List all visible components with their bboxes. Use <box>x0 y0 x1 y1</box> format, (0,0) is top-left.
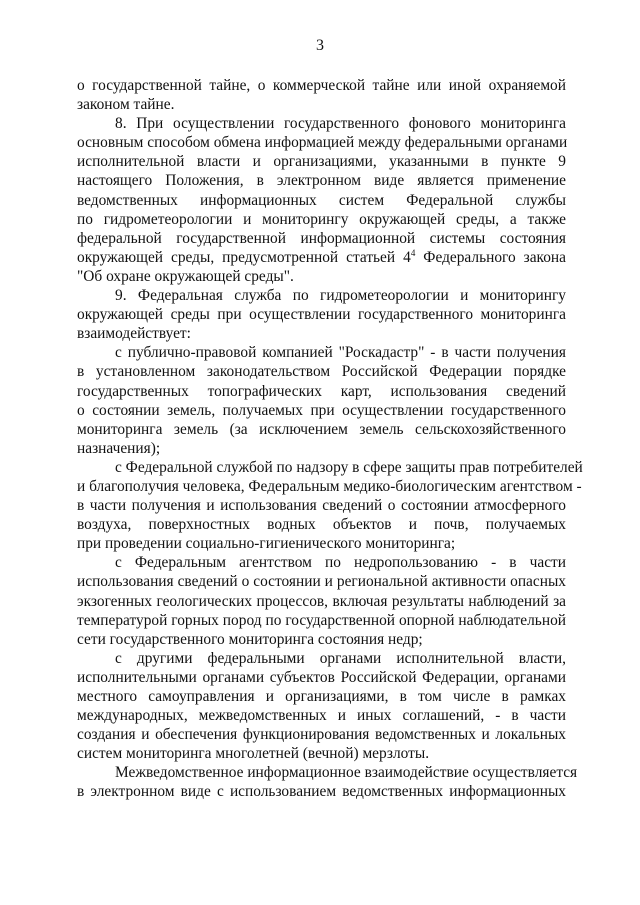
text-line-content: при проведении социально-гигиенического мониторинга; <box>77 535 456 553</box>
text-line <box>77 210 566 229</box>
text-line <box>77 286 566 305</box>
text-line-content: использования сведений о состоянии и региональной активности опасных <box>77 573 566 591</box>
text-line-content: назначения); <box>77 439 161 457</box>
body-text <box>77 76 583 802</box>
text-line <box>77 706 566 725</box>
text-line-content: окружающей среды, предусмотренной статьей 4 <box>77 248 411 266</box>
text-line-content: основным способом обмена информацией между федеральными органами <box>77 134 568 152</box>
text-line-content: законом тайне. <box>77 96 175 114</box>
text-line-content: о состоянии земель, получаемых при осуществлении государственного <box>77 401 566 419</box>
text-line <box>77 171 566 190</box>
text-line <box>77 763 578 782</box>
text-line-content: в части получения и использования сведений о состоянии атмосферного <box>77 497 566 515</box>
text-line <box>77 649 566 668</box>
text-line-content: Межведомственное информационное взаимодействие осуществляется <box>115 764 578 782</box>
text-line-content: и благополучия человека, Федеральным медико-биологическим агентством - <box>77 477 582 495</box>
text-line <box>77 630 566 649</box>
text-line-content: "Об охране окружающей среды". <box>77 267 294 285</box>
text-line-content: мониторинга земель (за исключением земель сельскохозяйственного <box>77 420 566 438</box>
text-line-content: настоящего Положения, в электронном виде является применение <box>77 172 566 190</box>
text-line <box>77 687 566 706</box>
page-number: 3 <box>316 37 324 54</box>
text-line <box>77 439 566 458</box>
text-line <box>77 382 566 401</box>
text-line-content: государственных топографических карт, использования сведений <box>77 382 566 400</box>
text-line-content: международных, межведомственных и иных соглашений, - в части <box>77 707 566 725</box>
text-line-content: по гидрометеорологии и мониторингу окружающей среды, а также <box>77 210 566 228</box>
text-line-content: экзогенных геологических процессов, включая результаты наблюдений за <box>77 592 566 610</box>
text-line-content: местного самоуправления и организациями, в том числе в рамках <box>77 688 566 705</box>
text-line-content: температурой горных пород по государственной опорной наблюдательной <box>77 611 566 629</box>
text-line <box>77 324 566 343</box>
text-line <box>77 191 566 210</box>
text-line-content: с Федеральным агентством по недропользованию - в части <box>115 554 566 572</box>
text-line <box>77 305 566 324</box>
text-line <box>77 782 566 801</box>
text-line <box>77 592 566 611</box>
text-line <box>77 76 566 95</box>
text-line <box>77 133 566 152</box>
text-line-content: сети государственного мониторинга состояния недр; <box>77 630 423 648</box>
text-line <box>77 725 566 744</box>
superscript: 4 <box>410 247 416 258</box>
text-line-content: окружающей среды при осуществлении государственного мониторинга <box>77 306 566 324</box>
text-line-content: исполнительными органами субъектов Российской Федерации, органами <box>77 668 566 686</box>
text-line <box>77 744 566 763</box>
text-line <box>77 611 566 630</box>
text-line-content: создания и обеспечения функционирования ведомственных и локальных <box>77 726 566 744</box>
text-line-content: взаимодействует: <box>77 325 191 343</box>
text-line-content: воздуха, поверхностных водных объектов и почв, получаемых <box>77 516 566 534</box>
text-line <box>77 668 566 687</box>
text-line-content: ведомственных информационных систем Федеральной службы <box>77 191 566 209</box>
text-line-content: с публично-правовой компанией "Роскадастр" - в части получения <box>115 344 566 362</box>
text-line <box>77 248 566 267</box>
text-line-content: о государственной тайне, о коммерческой тайне или иной охраняемой <box>77 77 566 94</box>
text-line <box>77 515 566 534</box>
text-line <box>77 267 566 286</box>
text-line <box>77 343 566 362</box>
text-line-content: с другими федеральными органами исполнительной власти, <box>115 649 566 667</box>
text-line <box>77 420 566 439</box>
text-line <box>77 362 566 381</box>
text-line <box>77 229 566 248</box>
text-line <box>77 95 566 114</box>
text-line <box>77 534 566 553</box>
text-line-content: исполнительной власти и организациями, указанными в пункте 9 <box>77 153 566 171</box>
text-line-content: систем мониторинга многолетней (вечной) мерзлоты. <box>77 745 430 763</box>
text-line <box>77 477 582 496</box>
text-line-content: с Федеральной службой по надзору в сфере защиты прав потребителей <box>115 458 583 476</box>
text-line-content: 9. Федеральная служба по гидрометеорологии и мониторингу <box>115 287 566 305</box>
text-line-content: федеральной государственной информационной системы состояния <box>77 229 566 247</box>
text-line <box>77 553 566 572</box>
text-line <box>77 152 566 171</box>
text-line-content: 8. При осуществлении государственного фонового мониторинга <box>115 115 566 133</box>
text-line-continuation: Федерального закона <box>415 248 567 266</box>
text-line <box>77 496 566 515</box>
text-line <box>77 114 566 133</box>
text-line-content: в электронном виде с использованием ведомственных информационных <box>77 783 566 801</box>
text-line <box>77 458 583 477</box>
text-line-content: в установленном законодательством Российской Федерации порядке <box>77 363 566 381</box>
text-line <box>77 401 566 420</box>
text-line <box>77 572 566 591</box>
